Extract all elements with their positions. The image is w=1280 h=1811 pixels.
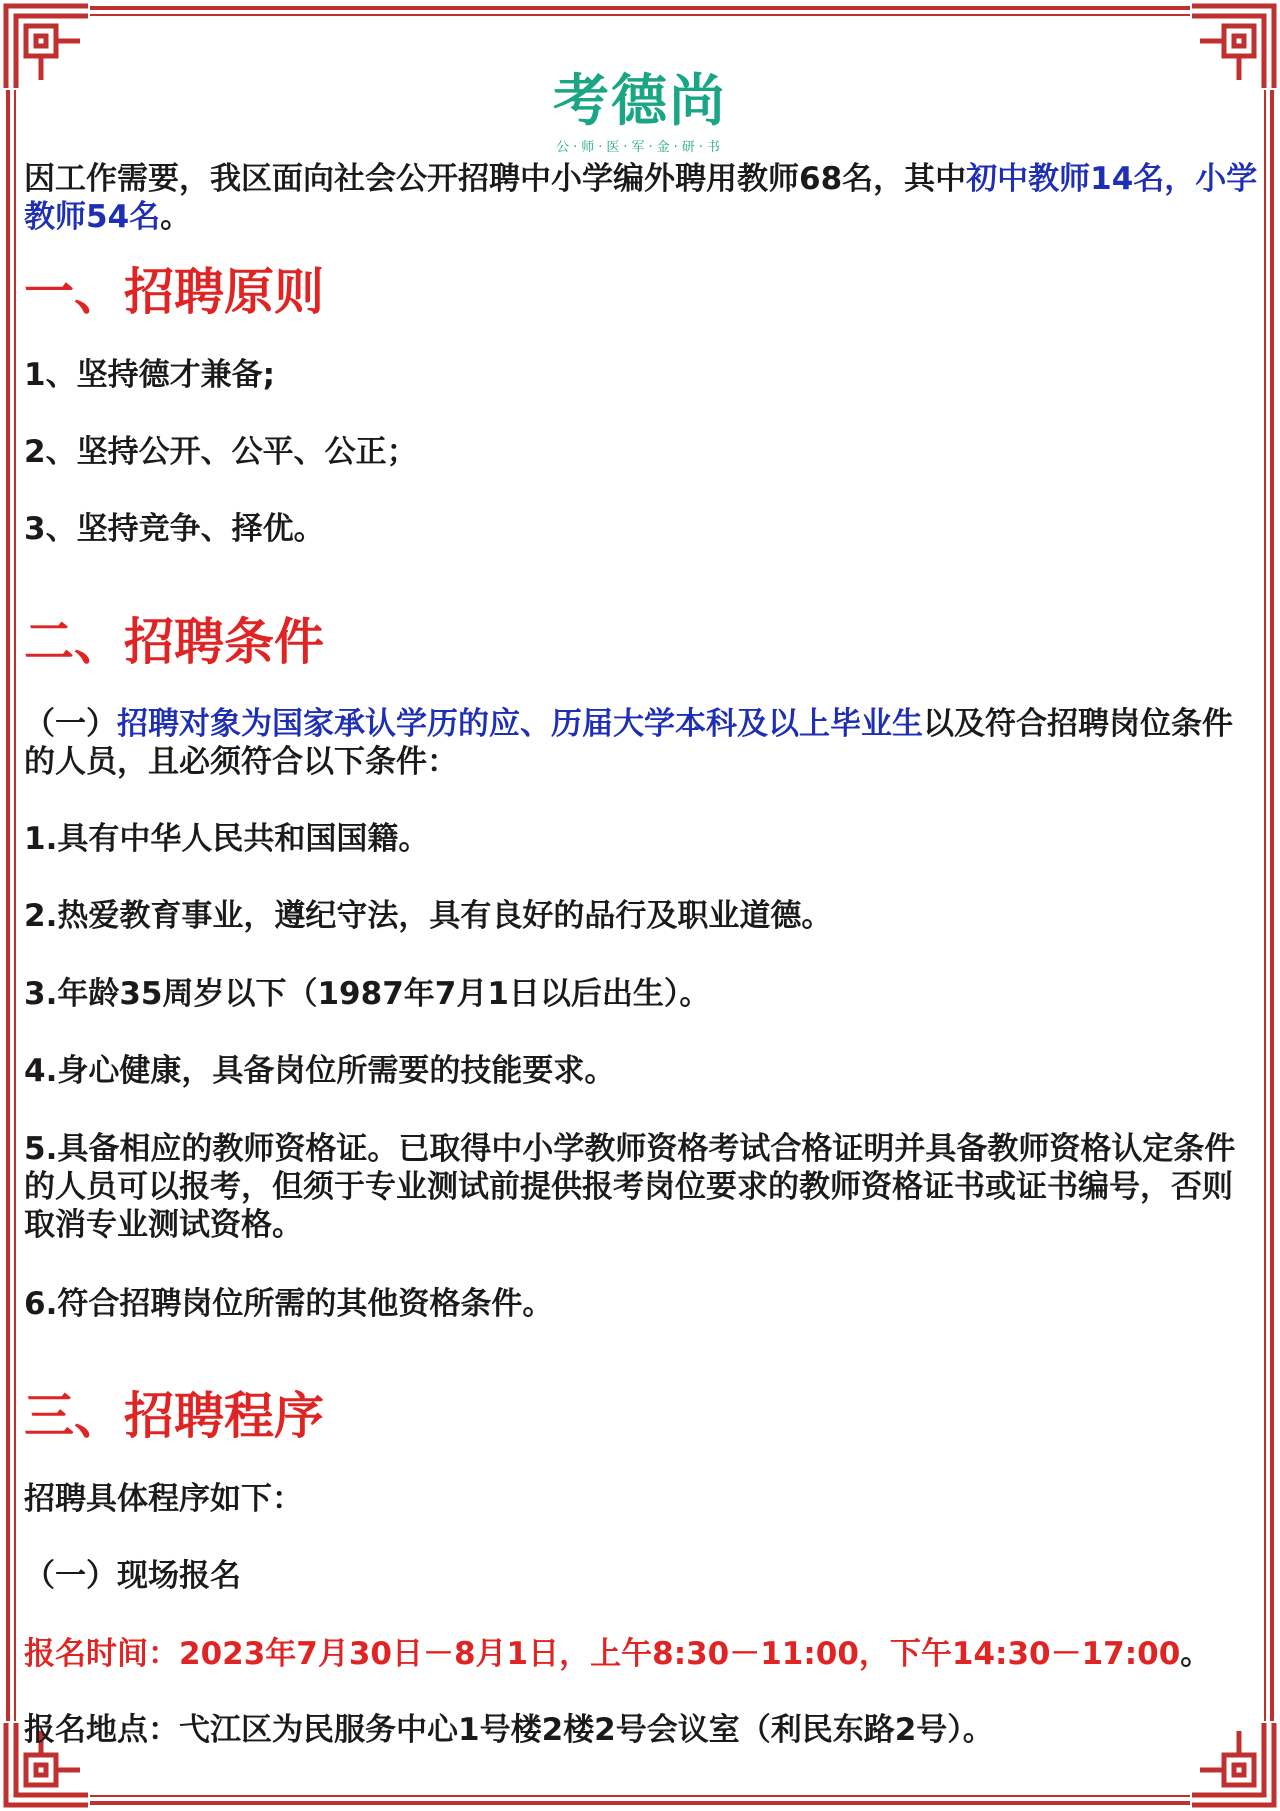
condition-item: 5.具备相应的教师资格证。已取得中小学教师资格考试合格证明并具备教师资格认定条件的人员可以报考，但须于专业测试前提供报考岗位要求的教师资格证书或证书编号，否则取消专业测试资格。 (24, 1131, 1236, 1243)
registration-time (24, 1635, 1258, 1673)
frame-top-border (90, 6, 1190, 10)
section-title-conditions: 二、招聘条件 (24, 613, 324, 671)
condition-item: 3.年龄35周岁以下（1987年7月1日以后出生）。 (24, 976, 711, 1012)
conditions-intro-paragraph (24, 705, 1258, 781)
conditions-sub-prefix: （一） (24, 706, 117, 742)
brand-logo-tagline: 公·师·医·军·金·研·书 (556, 140, 724, 155)
frame-right-border-inner (1264, 90, 1266, 1721)
frame-right-border (1270, 90, 1274, 1721)
principle-item: 1、坚持德才兼备; (24, 357, 275, 393)
conditions-rest: 以及符合招聘岗位条件的人员，且必须符合以下条件： (24, 706, 1233, 780)
registration-time-text: 报名时间：2023年7月30日－8月1日，上午8:30－11:00，下午14:30－17:00 (24, 1636, 1181, 1672)
intro-text: 因工作需要，我区面向社会公开招聘中小学编外聘用教师68名，其中 (24, 161, 967, 197)
frame-bottom-border (90, 1801, 1190, 1805)
principle-item: 3、坚持竞争、择优。 (24, 511, 325, 547)
frame-bottom-border-inner (90, 1795, 1190, 1797)
frame-top-border-inner (90, 14, 1190, 16)
condition-item: 1.具有中华人民共和国国籍。 (24, 821, 430, 857)
section-title-procedure: 三、招聘程序 (24, 1387, 324, 1445)
intro-highlight: 初中教师14名，小学教师54名 (24, 161, 1258, 235)
procedure-sub-onsite-registration: （一）现场报名 (24, 1558, 241, 1594)
condition-item: 2.热爱教育事业，遵纪守法，具有良好的品行及职业道德。 (24, 898, 833, 934)
section-title-principles: 一、招聘原则 (24, 263, 324, 321)
registration-time-end: 。 (1180, 1636, 1212, 1672)
procedure-intro: 招聘具体程序如下： (24, 1481, 303, 1517)
frame-left-border (6, 90, 10, 1721)
registration-place: 报名地点：弋江区为民服务中心1号楼2楼2号会议室（利民东路2号）。 (24, 1712, 994, 1748)
frame-left-border-inner (14, 90, 16, 1721)
principle-item: 2、坚持公开、公平、公正； (24, 434, 418, 470)
intro-text-end: 。 (160, 199, 192, 235)
condition-item: 6.符合招聘岗位所需的其他资格条件。 (24, 1286, 554, 1322)
condition-item: 4.身心健康，具备岗位所需要的技能要求。 (24, 1053, 616, 1089)
brand-logo-name: 考德尚 (553, 69, 727, 134)
conditions-highlight: 招聘对象为国家承认学历的应、历届大学本科及以上毕业生 (117, 706, 923, 742)
intro-paragraph (24, 160, 1258, 236)
brand-logo (0, 70, 1280, 155)
